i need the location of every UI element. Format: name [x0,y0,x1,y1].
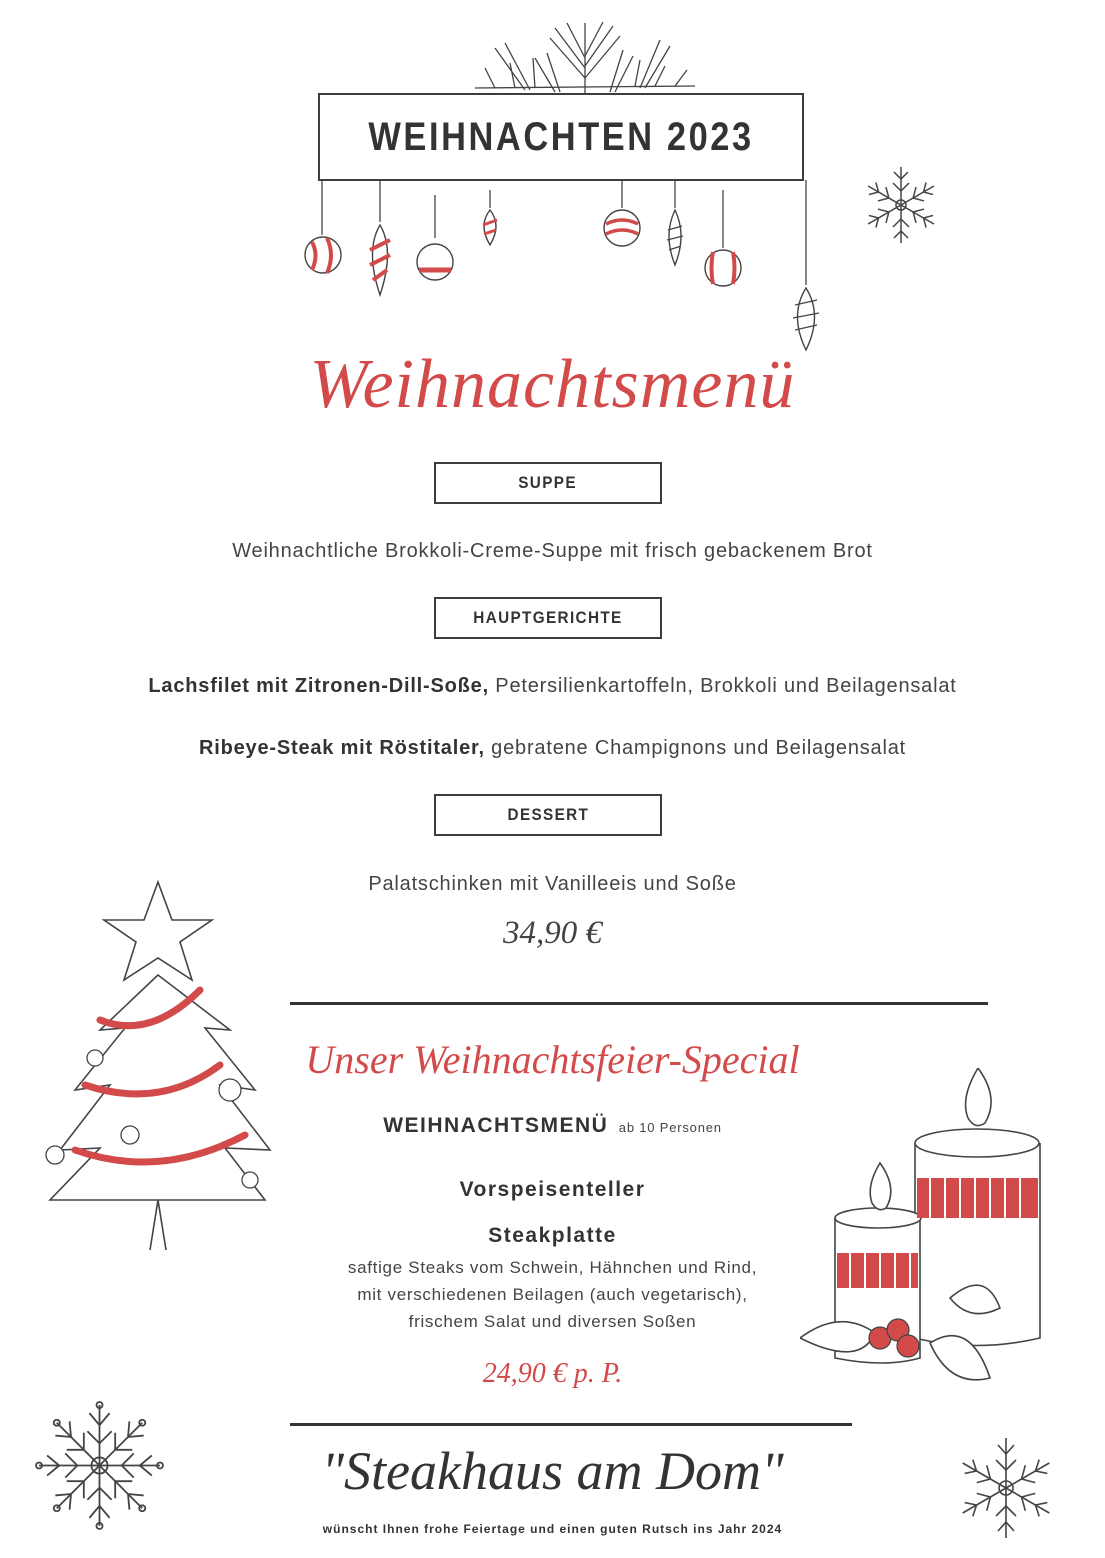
footer-divider [290,1423,852,1426]
section-dessert-label: DESSERT [507,805,589,824]
main-dish-2 [0,737,1105,760]
soup-description: Weihnachtliche Brokkoli-Creme-Suppe mit frisch gebackenem Brot [232,540,873,562]
special-menu-note: ab 10 Personen [618,1120,722,1135]
candles-icon [800,1068,1055,1408]
snowflake-icon [858,162,944,248]
main-dish-1-name: Lachsfilet mit Zitronen-Dill-Soße, [148,675,489,697]
section-soup-label: SUPPE [518,473,578,492]
special-price: 24,90 € p. P. [482,1358,623,1389]
special-starter: Vorspeisenteller [459,1178,646,1201]
pine-branch-icon [455,18,715,98]
menu-price: 34,90 € [503,915,602,951]
special-description-line-1: saftige Steaks vom Schwein, Hähnchen und Rind, [347,1258,758,1277]
ornament-icon [295,180,835,360]
special-description-line-3: frischem Salat und diversen Soßen [408,1312,697,1331]
main-dish-2-name: Ribeye-Steak mit Röstitaler, [199,737,485,759]
section-mains-box [434,597,662,639]
dessert-description: Palatschinken mit Vanilleeis und Soße [368,873,737,895]
special-main: Steakplatte [488,1224,617,1247]
main-dish-1-sides: Petersilienkartoffeln, Brokkoli und Beilagensalat [488,675,957,697]
restaurant-name: "Steakhaus am Dom" [321,1441,784,1501]
menu-title: Weihnachtsmenü [309,346,796,423]
footer-greeting: wünscht Ihnen frohe Feiertage und einen guten Rutsch ins Jahr 2024 [322,1522,783,1536]
section-soup-box [434,462,662,504]
header-title-box [318,93,804,181]
header-title: WEIHNACHTEN 2023 [368,114,754,159]
special-description-line-2: mit verschiedenen Beilagen (auch vegetarisch), [357,1285,748,1304]
main-dish-1 [0,675,1105,698]
divider [290,1002,988,1005]
special-menu-label: WEIHNACHTSMENÜ [383,1114,609,1137]
main-dish-2-sides: gebratene Champignons und Beilagensalat [484,737,906,759]
section-dessert-box [434,794,662,836]
section-mains-label: HAUPTGERICHTE [473,608,623,627]
special-title: Unser Weihnachtsfeier-Special [305,1037,800,1082]
